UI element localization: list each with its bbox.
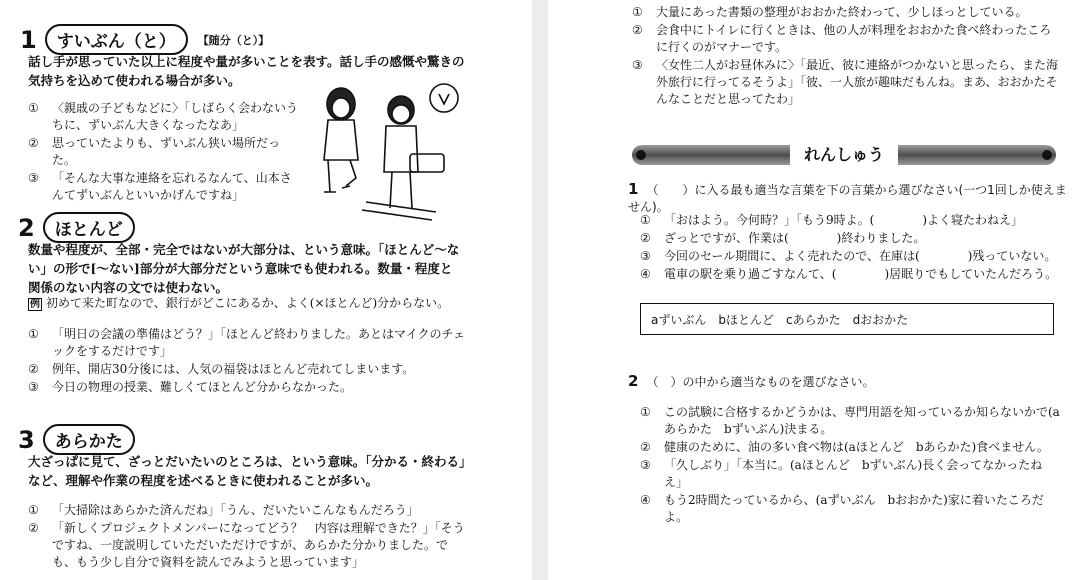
section-keyword: すいぶん（と）: [45, 24, 188, 55]
example-item: ② 「新しくプロジェクトメンバーになってどう？ 内容は理解できた？」「そうですね、一度説明していただいただけですが、あらかた分かりました。でも、もう少し自分で資料を読んでみようと思っています」: [28, 521, 465, 569]
section-number: 3: [18, 425, 35, 454]
section-2-heading: [18, 212, 135, 243]
section-3-examples: [28, 502, 468, 572]
section-number: 1: [20, 25, 37, 54]
example-item: ① 大量にあった書類の整理がおおかた終わって、少しほっとしている。: [632, 5, 1028, 19]
example-item: ③ 「そんな大事な連絡を忘れるなんて、山本さんてずいぶんといいかげんですね」: [28, 171, 292, 202]
answer-options-box: aずいぶん bほとんど cあらかた dおおかた: [640, 303, 1054, 335]
section-2-examples: [28, 326, 468, 397]
question-2-items: [640, 404, 1060, 527]
section-keyword: あらかた: [43, 424, 135, 455]
example-item: ③ 〈女性二人がお昼休みに〉「最近、彼に連絡がつかないと思ったら、また海外旅行に行ってるそうよ」「彼、一人旅が趣味だもんね。まあ、おおかたそんなことだと思ってたわ」: [632, 58, 1059, 106]
question-item: ④ もう2時間たっているから、(aずいぶん bおおかた)家に着いたころだよ。: [640, 493, 1044, 524]
section-1-description: 話し手が思っていた以上に程度や量が多いことを表す。話し手の感慨や驚きの気持ちを込めて使われる場合が多い。: [28, 54, 465, 88]
section-1-examples: [28, 100, 298, 205]
right-page: [548, 0, 1080, 580]
example-item: ① 「大掃除はあらかた済んだね」「うん、だいたいこんなもんだろう」: [28, 503, 419, 517]
section-kanji-note: 【随分（と）】: [197, 33, 270, 47]
example-item: ② 思っていたよりも、ずいぶん狭い場所だった。: [28, 136, 281, 167]
question-1-items: [640, 212, 1060, 284]
example-item: ② 会食中にトイレに行くときは、他の人が料理をおおかた食べ終わったころに行くのがマナーです。: [632, 23, 1052, 54]
section-1-heading: [20, 24, 269, 55]
question-2-instruction: 2 （ ）の中から適当なものを選びなさい。: [628, 372, 875, 390]
section-number: 2: [18, 213, 35, 242]
section-3-description: 大ざっぱに見て、ざっとだいたいのところは、という意味。「分かる・終わる」など、理解や作業の程度を述べるときに使われることが多い。: [28, 454, 466, 488]
practice-banner: [632, 145, 1056, 165]
left-page: [0, 0, 532, 580]
question-item: ① 「おはよう。今何時？」「もう9時よ。( )よく寝たわねえ」: [640, 213, 1024, 227]
banner-label: れんしゅう: [790, 143, 898, 167]
example-item: ③ 今日の物理の授業、難しくてほとんど分からなかった。: [28, 380, 353, 394]
section-2-description: 数量や程度が、全部・完全ではないが大部分は、という意味。「ほとんど～ない」の形で[～ない]部分が大部分だという意味でも使われる。数量・程度と関係のない内容の文では使わない。: [28, 242, 460, 295]
section-2-usage-example: 例 初めて来た町なので、銀行がどこにあるか、よく(×ほとんど)分からない。: [30, 296, 450, 310]
question-item: ② ざっとですが、作業は( )終わりました。: [640, 231, 926, 245]
question-number: 2: [628, 372, 639, 390]
question-1-instruction: 1 （ ）に入る最も適当な言葉を下の言葉から選びなさい(一つ1回しか使えません)。: [628, 180, 1067, 214]
question-item: ③ 今回のセール期間に、よく売れたので、在庫は( )残っていない。: [640, 249, 1057, 263]
example-item: ① 〈親戚の子どもなどに〉「しばらく会わないうちに、ずいぶん大きくなったなあ」: [28, 101, 299, 132]
example-item: ① 「明日の会議の準備はどう？」「ほとんど終わりました。あとはマイクのチェックをするだけです」: [28, 327, 466, 358]
question-number: 1: [628, 180, 639, 198]
question-item: ② 健康のために、油の多い食べ物は(aほとんど bあらかた)食べません。: [640, 440, 1049, 454]
example-item: ② 例年、開店30分後には、人気の福袋はほとんど売れてしまいます。: [28, 362, 415, 376]
banner-dot-left: [636, 150, 646, 160]
question-item: ① この試験に合格するかどうかは、専門用語を知っているか知らないかで(aあらかた bずいぶん)決まる。: [640, 405, 1060, 436]
page-gutter: [532, 0, 548, 580]
question-item: ④ 電車の駅を乗り過ごすなんて、( )居眠りでもしていたんだろう。: [640, 267, 1058, 281]
question-item: ③ 「久しぶり」「本当に。(aほとんど bずいぶん)長く会ってなかったねえ」: [640, 458, 1043, 489]
banner-dot-right: [1042, 150, 1052, 160]
illustration-two-people: [306, 82, 476, 222]
example-mark: 例: [30, 299, 40, 310]
section-keyword: ほとんど: [43, 212, 135, 243]
section-4-examples: [632, 4, 1060, 109]
section-3-heading: [18, 424, 135, 455]
